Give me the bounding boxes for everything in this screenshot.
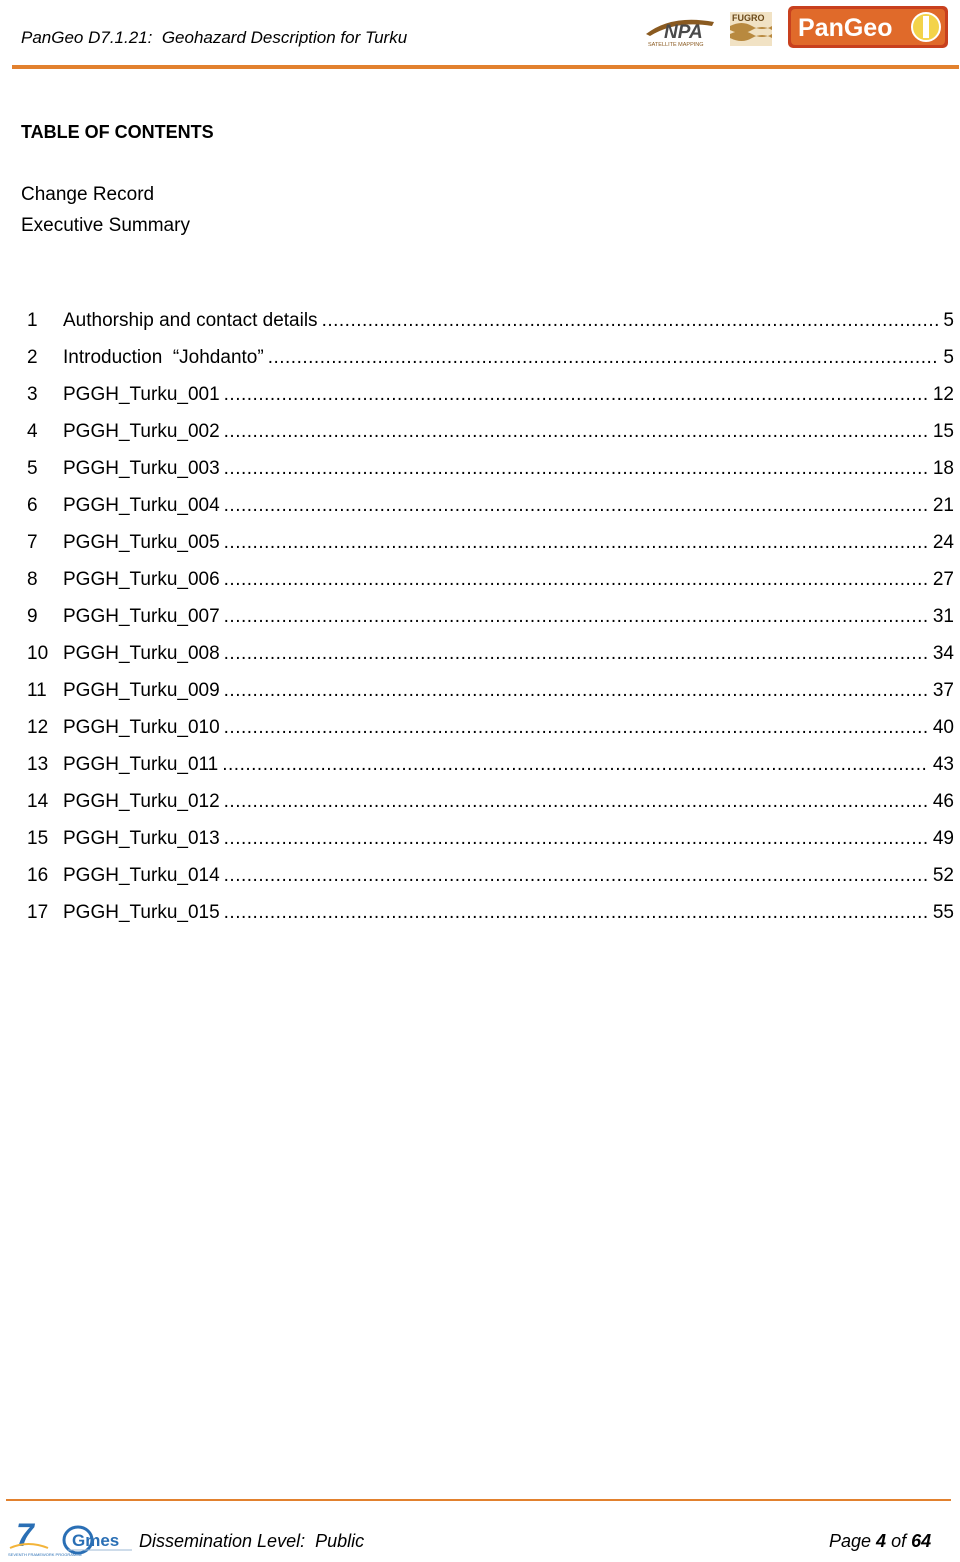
toc-entry-title: Authorship and contact details — [63, 310, 318, 331]
toc-entry[interactable] — [27, 820, 954, 857]
toc-entry[interactable] — [27, 450, 954, 487]
toc-list — [27, 302, 954, 931]
toc-entry-number: 1 — [27, 310, 38, 331]
toc-entry-number: 5 — [27, 458, 38, 479]
toc-entry[interactable] — [27, 487, 954, 524]
footer-logos — [8, 1518, 134, 1560]
toc-entry-page: 18 — [932, 458, 954, 479]
toc-entry-title: PGGH_Turku_003 — [63, 458, 220, 479]
gmes-logo — [64, 1527, 132, 1553]
fp7-logo-number: 7 — [16, 1518, 34, 1553]
toc-entry-leader — [222, 746, 929, 783]
toc-entry-leader — [224, 820, 929, 857]
toc-entry-leader — [224, 783, 929, 820]
toc-entry-leader — [224, 672, 929, 709]
toc-entry-title: PGGH_Turku_012 — [63, 791, 220, 812]
toc-entry-title: PGGH_Turku_011 — [63, 754, 219, 775]
toc-entry-leader — [224, 561, 929, 598]
toc-entry-page: 31 — [932, 606, 954, 627]
toc-entry-page: 15 — [932, 421, 954, 442]
toc-entry-number: 11 — [27, 680, 47, 701]
page-number-of: of — [886, 1531, 912, 1551]
toc-entry-number: 3 — [27, 384, 38, 405]
toc-entry-page: 21 — [932, 495, 954, 516]
toc-pre-item-change-record[interactable]: Change Record — [21, 184, 155, 205]
header-logos — [642, 4, 954, 52]
toc-entry[interactable] — [27, 524, 954, 561]
toc-entry-number: 9 — [27, 606, 38, 627]
toc-entry[interactable] — [27, 302, 954, 339]
pangeo-logo — [788, 6, 948, 48]
toc-pre-item-executive-summary[interactable]: Executive Summary — [21, 215, 190, 236]
toc-entry-leader — [224, 709, 929, 746]
toc-heading: TABLE OF CONTENTS — [21, 122, 214, 142]
page-number-prefix: Page — [829, 1531, 877, 1551]
toc-entry-number: 12 — [27, 717, 49, 738]
page-number — [829, 1531, 931, 1552]
toc-entry-number: 10 — [27, 643, 49, 664]
footer-divider — [6, 1499, 951, 1501]
toc-entry-number: 13 — [27, 754, 49, 775]
toc-entry-page: 27 — [932, 569, 954, 590]
toc-entry-leader — [224, 413, 929, 450]
toc-entry-page: 12 — [932, 384, 954, 405]
toc-entry-page: 34 — [932, 643, 954, 664]
toc-entry-leader — [224, 487, 929, 524]
toc-entry-title: PGGH_Turku_010 — [63, 717, 220, 738]
toc-entry-title: PGGH_Turku_001 — [63, 384, 220, 405]
toc-entry-title: PGGH_Turku_009 — [63, 680, 220, 701]
toc-entry-page: 43 — [932, 754, 954, 775]
toc-entry[interactable] — [27, 857, 954, 894]
toc-entry[interactable] — [27, 635, 954, 672]
toc-entry[interactable] — [27, 376, 954, 413]
page-number-current: 4 — [876, 1531, 887, 1551]
toc-entry-title: PGGH_Turku_007 — [63, 606, 220, 627]
npa-logo — [646, 20, 714, 48]
toc-entry-title: PGGH_Turku_008 — [63, 643, 220, 664]
toc-entry-leader — [224, 376, 929, 413]
dissemination-level: Dissemination Level: Public — [139, 1531, 365, 1551]
toc-entry-page: 40 — [932, 717, 954, 738]
toc-entry[interactable] — [27, 783, 954, 820]
toc-entry-leader — [224, 598, 929, 635]
toc-entry[interactable] — [27, 413, 954, 450]
npa-logo-subtext: SATELLITE MAPPING — [648, 42, 704, 48]
toc-entry-leader — [224, 524, 929, 561]
toc-entry-leader — [224, 635, 929, 672]
toc-entry-leader — [224, 857, 929, 894]
toc-entry-number: 4 — [27, 421, 38, 442]
header-divider — [12, 65, 959, 69]
toc-entry-title: PGGH_Turku_002 — [63, 421, 220, 442]
toc-entry-number: 8 — [27, 569, 38, 590]
toc-entry-number: 17 — [27, 902, 49, 923]
toc-entry[interactable] — [27, 894, 954, 931]
toc-entry-leader — [224, 450, 929, 487]
toc-entry-number: 15 — [27, 828, 49, 849]
toc-entry-title: PGGH_Turku_005 — [63, 532, 220, 553]
toc-entry-title: PGGH_Turku_013 — [63, 828, 220, 849]
toc-entry-leader — [322, 302, 940, 339]
toc-entry-number: 7 — [27, 532, 38, 553]
toc-entry-title: PGGH_Turku_015 — [63, 902, 220, 923]
toc-entry-page: 52 — [932, 865, 954, 886]
header-title: PanGeo D7.1.21: Geohazard Description for Turku — [21, 28, 408, 47]
fugro-logo-text: FUGRO — [732, 13, 765, 23]
pangeo-logo-text: PanGeo — [798, 14, 893, 42]
toc-entry-page: 24 — [932, 532, 954, 553]
fugro-logo — [730, 12, 772, 46]
toc-entry-title: PGGH_Turku_006 — [63, 569, 220, 590]
toc-entry[interactable] — [27, 746, 954, 783]
toc-entry[interactable] — [27, 672, 954, 709]
toc-entry-page: 37 — [932, 680, 954, 701]
toc-entry[interactable] — [27, 339, 954, 376]
fp7-logo-text: SEVENTH FRAMEWORK PROGRAMME — [8, 1552, 83, 1557]
toc-entry[interactable] — [27, 709, 954, 746]
toc-entry-page: 5 — [943, 310, 954, 331]
toc-entry-number: 16 — [27, 865, 49, 886]
page-number-total: 64 — [911, 1531, 932, 1551]
toc-entry-page: 5 — [943, 347, 954, 368]
gmes-logo-text: Gmes — [72, 1531, 120, 1550]
npa-logo-text: NPA — [664, 22, 703, 43]
toc-entry-title: Introduction “Johdanto” — [63, 347, 264, 368]
toc-entry-leader — [268, 339, 940, 376]
toc-entry-page: 55 — [932, 902, 954, 923]
toc-entry-title: PGGH_Turku_004 — [63, 495, 220, 516]
toc-entry-title: PGGH_Turku_014 — [63, 865, 220, 886]
toc-entry-leader — [224, 894, 929, 931]
toc-entry-page: 46 — [932, 791, 954, 812]
toc-entry-number: 2 — [27, 347, 38, 368]
toc-entry-page: 49 — [932, 828, 954, 849]
toc-entry-number: 14 — [27, 791, 49, 812]
toc-entry-number: 6 — [27, 495, 38, 516]
page-header — [0, 0, 960, 72]
toc-entry[interactable] — [27, 598, 954, 635]
toc-entry[interactable] — [27, 561, 954, 598]
